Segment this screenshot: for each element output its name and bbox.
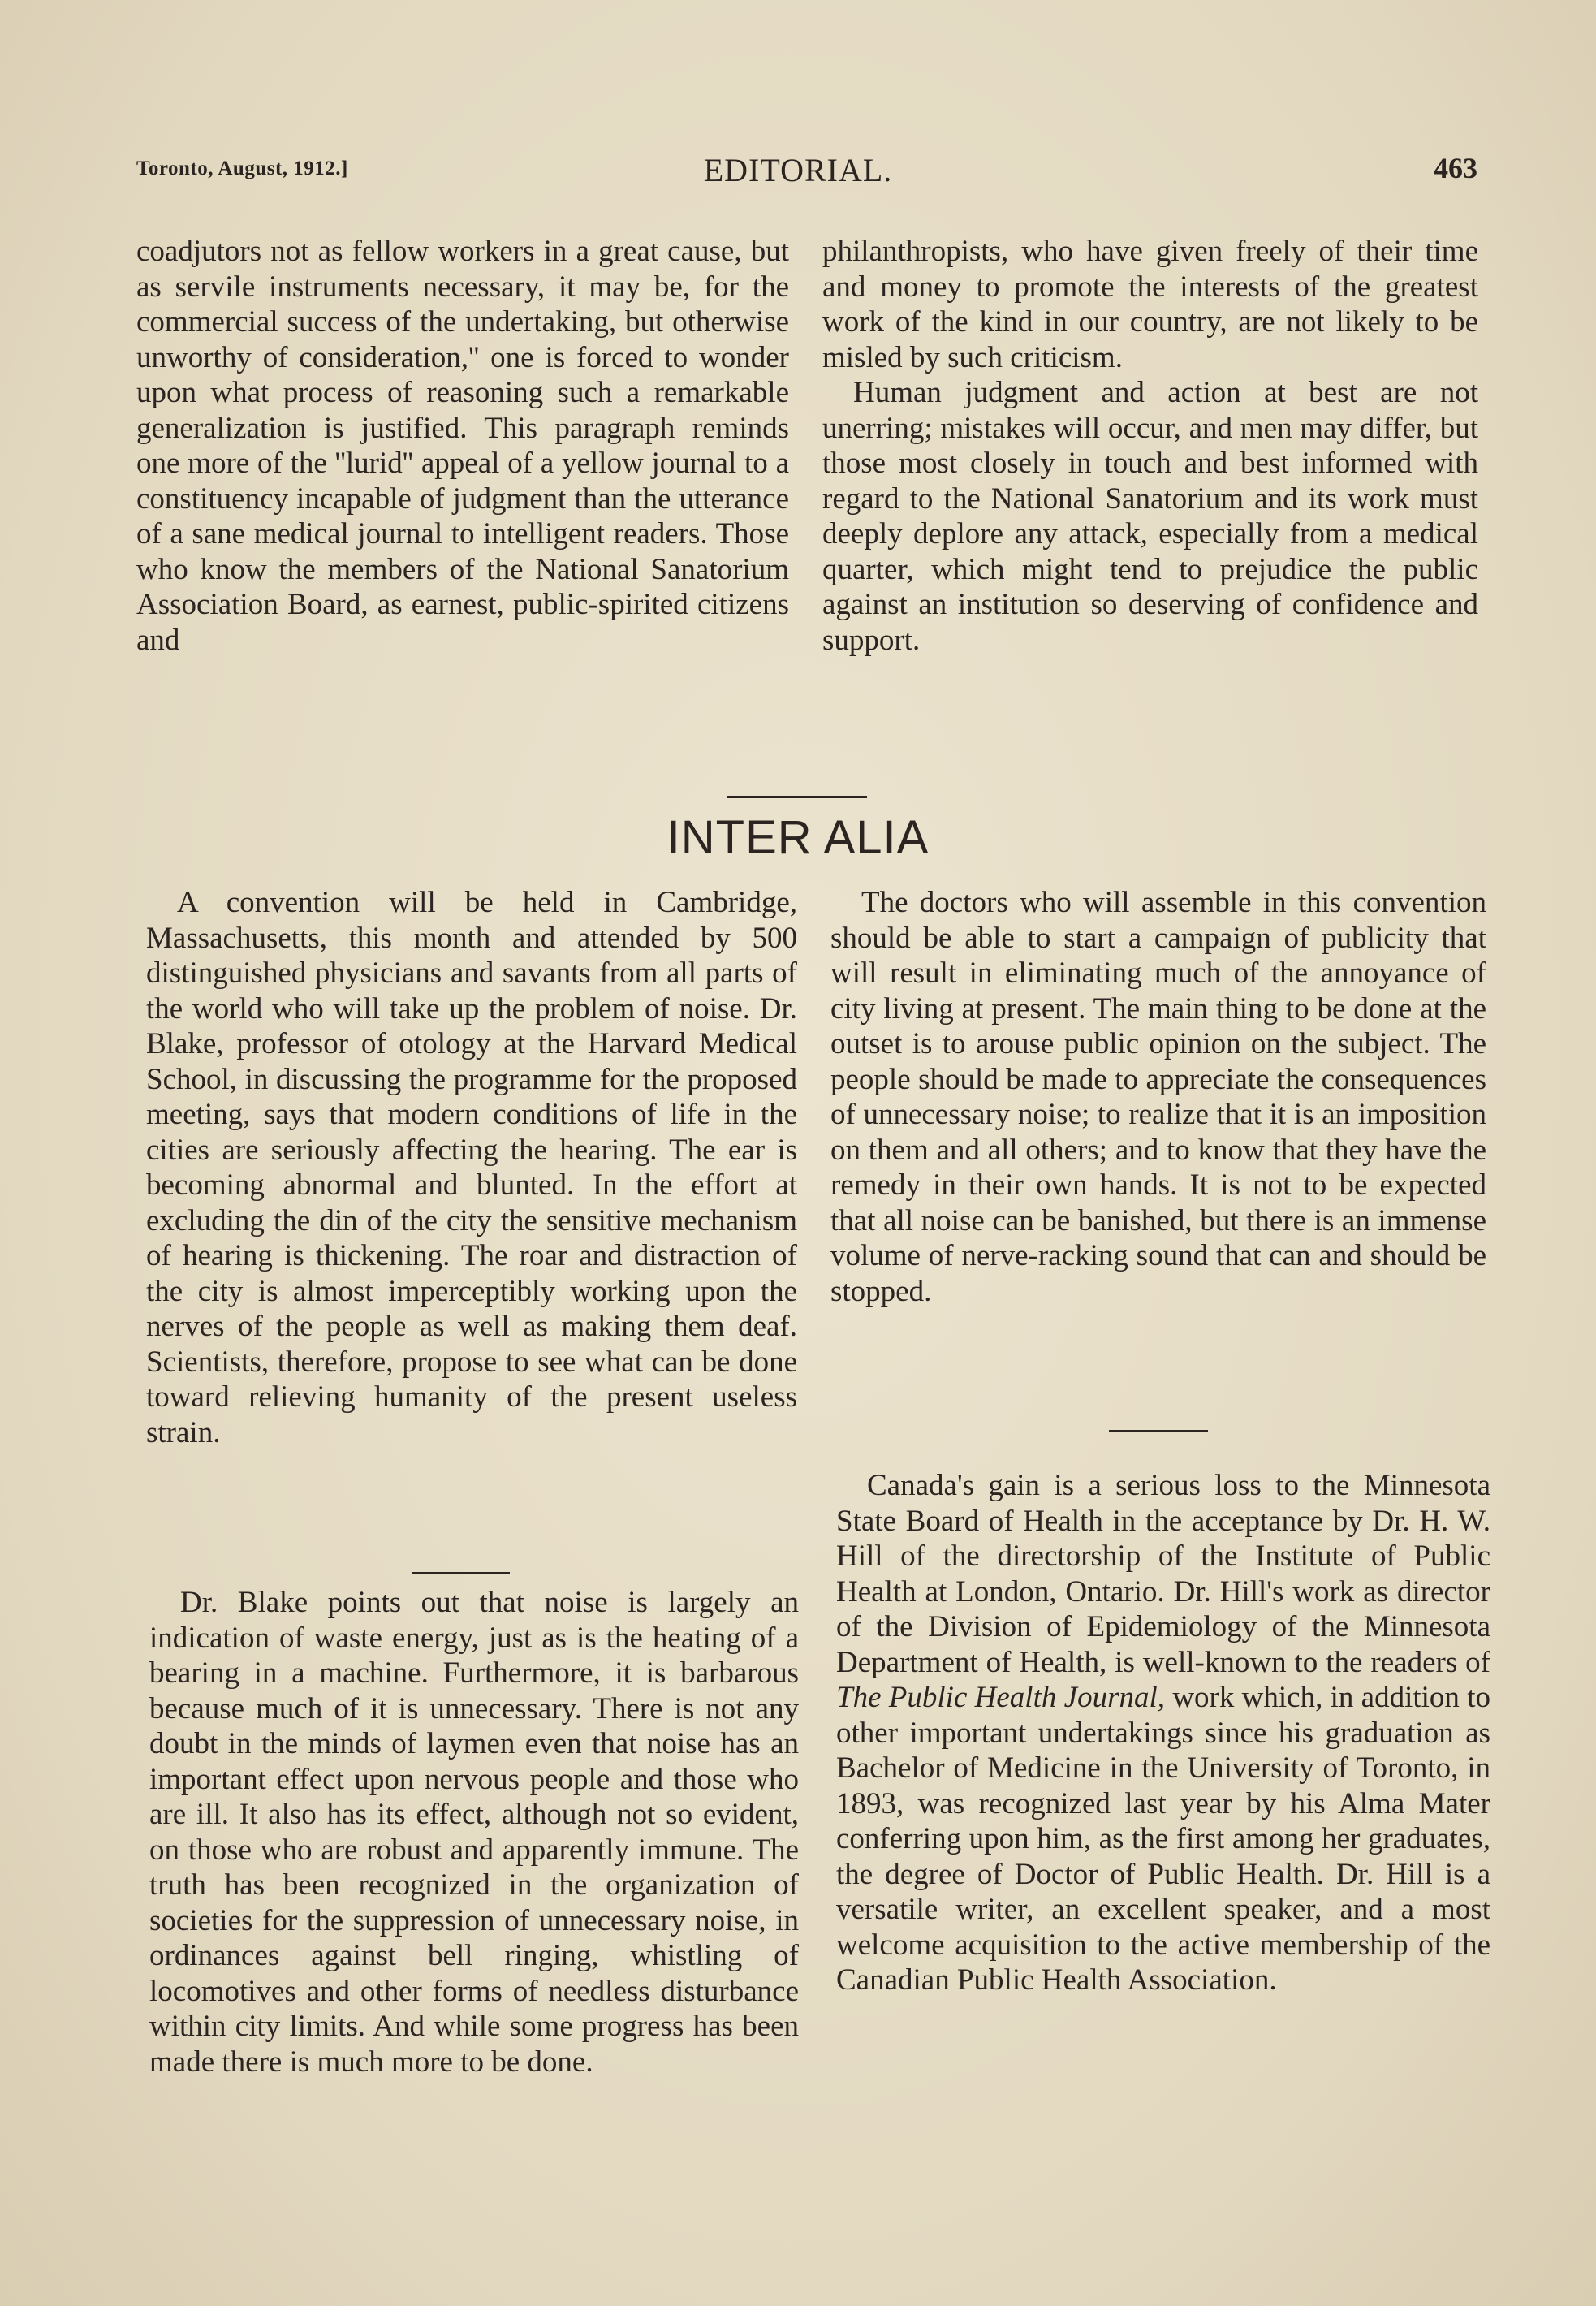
article-column-left-top (146, 885, 797, 1450)
article-paragraph (836, 1468, 1490, 1998)
editorial-column-right (822, 234, 1478, 658)
paragraph-text: Canada's gain is a serious loss to the Minnesota State Board of Health in the acceptance by Dr. H. W. Hill of the directorship of the Institute of Public Health at London, Ontario. Dr. Hill's work as director of the Division of Epidemiology of the Minnesota Department of Health, is well-known to the readers of (836, 1469, 1490, 1679)
journal-title: The Public Health Journal, (836, 1681, 1166, 1714)
section-title: INTER ALIA (666, 811, 930, 864)
paragraph-text: work which, in addition to other important undertakings since his graduation as Bachelor of Medicine in the University of Toronto, in 1893, was recognized last year by his Alma Mater conferring upon him, as the first among her graduates, the degree of Doctor of Public Health. Dr. Hill is a versatile writer, an excellent speaker, and a most welcome acquisition to the active membership of the Canadian Public Health Association. (836, 1681, 1491, 1997)
running-head-title: EDITORIAL. (703, 152, 893, 188)
editorial-paragraph: philanthropists, who have given freely of their time and money to promote the interests of the greatest work of the kind in our country, are not likely to be misled by such criticism. (822, 235, 1478, 374)
editorial-paragraph: coadjutors not as fellow workers in a great cause, but as servile instruments necessary, it may be, for the commercial success of the undertaking, but otherwise unworthy of consideration,'' one is forced to wonder upon what process of reasoning such a remarkable generalization is justified. This paragraph reminds one more of the ''lurid'' appeal of a yellow journal to a constituency incapable of judgment than the utterance of a sane medical journal to intelligent readers. Those who know the members of the National Sanatorium Association Board, as earnest, public-spirited citizens and (136, 235, 789, 657)
editorial-paragraph: Human judgment and action at best are not unerring; mistakes will occur, and men may differ, but those most closely in touch and best informed with regard to the National Sanatorium and its work must deeply deplore any attack, especially from a medical quarter, which might tend to prejudice the public against an institution so deserving of confidence and support. (822, 376, 1478, 657)
article-column-left-bottom (149, 1585, 799, 2079)
editorial-column-left (136, 234, 789, 658)
article-column-right-top (830, 885, 1486, 1309)
article-paragraph: A convention will be held in Cambridge, Massachusetts, this month and attended by 500 distinguished physicians and savants from all parts of the world who will take up the problem of noise. Dr. Blake, professor of otology at the Harvard Medical School, in discussing the programme for the proposed meeting, says that modern conditions of life in the cities are seriously affecting the hearing. The ear is becoming abnormal and blunted. In the effort at excluding the din of the city the sensitive mechanism of hearing is thickening. The roar and distraction of the city is almost imperceptibly working upon the nerves of the people as well as making them deaf. Scientists, therefore, propose to see what can be done toward relieving humanity of the present useless strain. (146, 886, 797, 1449)
article-column-right-bottom (836, 1468, 1490, 1998)
section-divider (727, 796, 867, 798)
article-paragraph: Dr. Blake points out that noise is largely an indication of waste energy, just as is the heating of a bearing in a machine. Furthermore, it is barbarous because much of it is unnecessary. There is not any doubt in the minds of laymen even that noise has an important effect upon nervous people and those who are ill. It also has its effect, although not so evident, on those who are robust and apparently immune. The truth has been recognized in the organization of societies for the suppression of unnecessary noise, in ordinances against bell ringing, whistling of locomotives and other forms of needless disturbance within city limits. And while some progress has been made there is much more to be done. (149, 1586, 799, 2079)
running-head-date: Toronto, August, 1912.] (136, 158, 348, 179)
page-number: 463 (1434, 152, 1477, 184)
item-divider (412, 1572, 510, 1574)
item-divider (1109, 1430, 1208, 1432)
article-paragraph: The doctors who will assemble in this convention should be able to start a campaign of publicity that will result in eliminating much of the annoyance of city living at present. The main thing to be done at the outset is to arouse public opinion on the subject. The people should be made to appreciate the consequences of unnecessary noise; to realize that it is an imposition on them and all others; and to know that they have the remedy in their own hands. It is not to be expected that all noise can be banished, but there is an immense volume of nerve-racking sound that can and should be stopped. (830, 886, 1486, 1308)
